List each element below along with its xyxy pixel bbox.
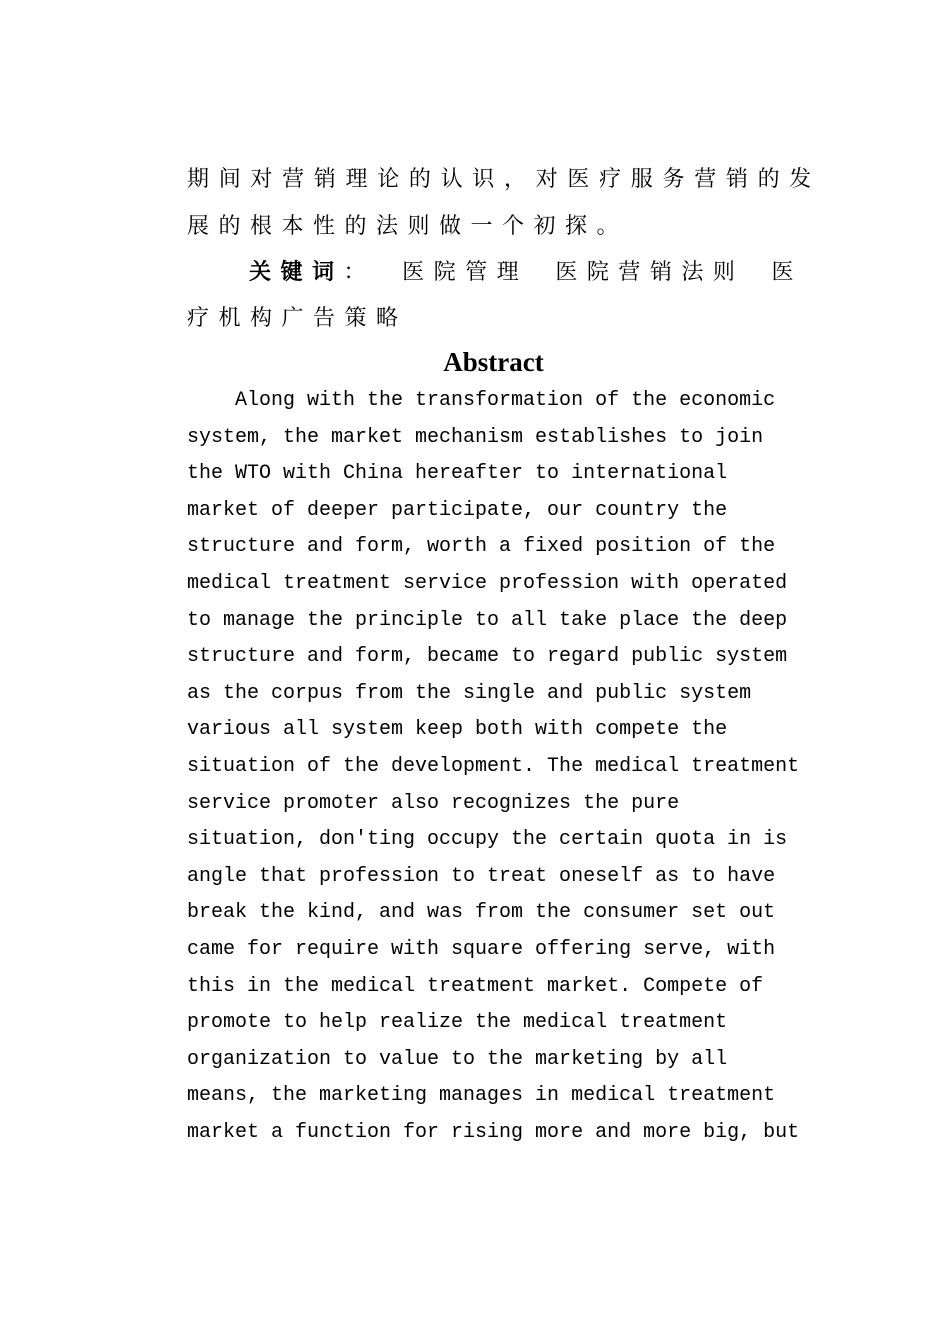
- keyword-item: 医: [771, 260, 803, 285]
- abstract-text-line: organization to value to the marketing by all: [187, 1047, 728, 1071]
- abstract-text-line: structure and form, became to regard public system: [187, 645, 788, 669]
- abstract-text-line: market a function for rising more and more big, but: [187, 1121, 800, 1144]
- abstract-text-line: system, the market mechanism establishes to join: [187, 425, 764, 449]
- chinese-text-line: 展的根本性的法则做一个初探。: [187, 214, 629, 239]
- abstract-text-line: situation, don'ting occupy the certain quota in is: [187, 828, 788, 852]
- abstract-text-line: the WTO with China hereafter to international: [187, 462, 728, 486]
- abstract-text-line: means, the marketing manages in medical treatment: [187, 1084, 776, 1108]
- chinese-text-line: 期间对营销理论的认识，对医疗服务营销的发: [187, 167, 822, 192]
- abstract-text-line: promote to help realize the medical treatment: [187, 1011, 728, 1035]
- abstract-text-line: break the kind, and was from the consumer set out: [187, 901, 776, 925]
- abstract-text-line: Along with the transformation of the economic: [187, 389, 776, 412]
- abstract-text-line: medical treatment service profession with operated: [187, 572, 788, 595]
- abstract-text-line: market of deeper participate, our country the: [187, 498, 728, 522]
- keywords-line: [187, 258, 803, 288]
- keywords-label: 关键词: [249, 260, 344, 285]
- abstract-title: Abstract: [443, 347, 544, 377]
- abstract-text-line: structure and form, worth a fixed position of the: [187, 535, 776, 559]
- keyword-item: 医院管理: [402, 260, 529, 285]
- keyword-item: 医院营销法则: [555, 260, 745, 285]
- abstract-text-line: to manage the principle to all take place the deep: [187, 608, 788, 632]
- abstract-text-line: situation of the development. The medical treatment: [187, 755, 800, 778]
- keywords-colon: ：: [343, 260, 376, 285]
- abstract-text-line: various all system keep both with compete the: [187, 718, 728, 742]
- abstract-text-line: angle that profession to treat oneself as to have: [187, 864, 776, 888]
- abstract-text-line: as the corpus from the single and public system: [187, 681, 752, 705]
- abstract-text-line: came for require with square offering serve, with: [187, 938, 776, 961]
- keywords-line-continued: 疗机构广告策略: [187, 306, 408, 331]
- abstract-text-line: this in the medical treatment market. Compete of: [187, 974, 764, 998]
- abstract-text-line: service promoter also recognizes the pure: [187, 791, 680, 815]
